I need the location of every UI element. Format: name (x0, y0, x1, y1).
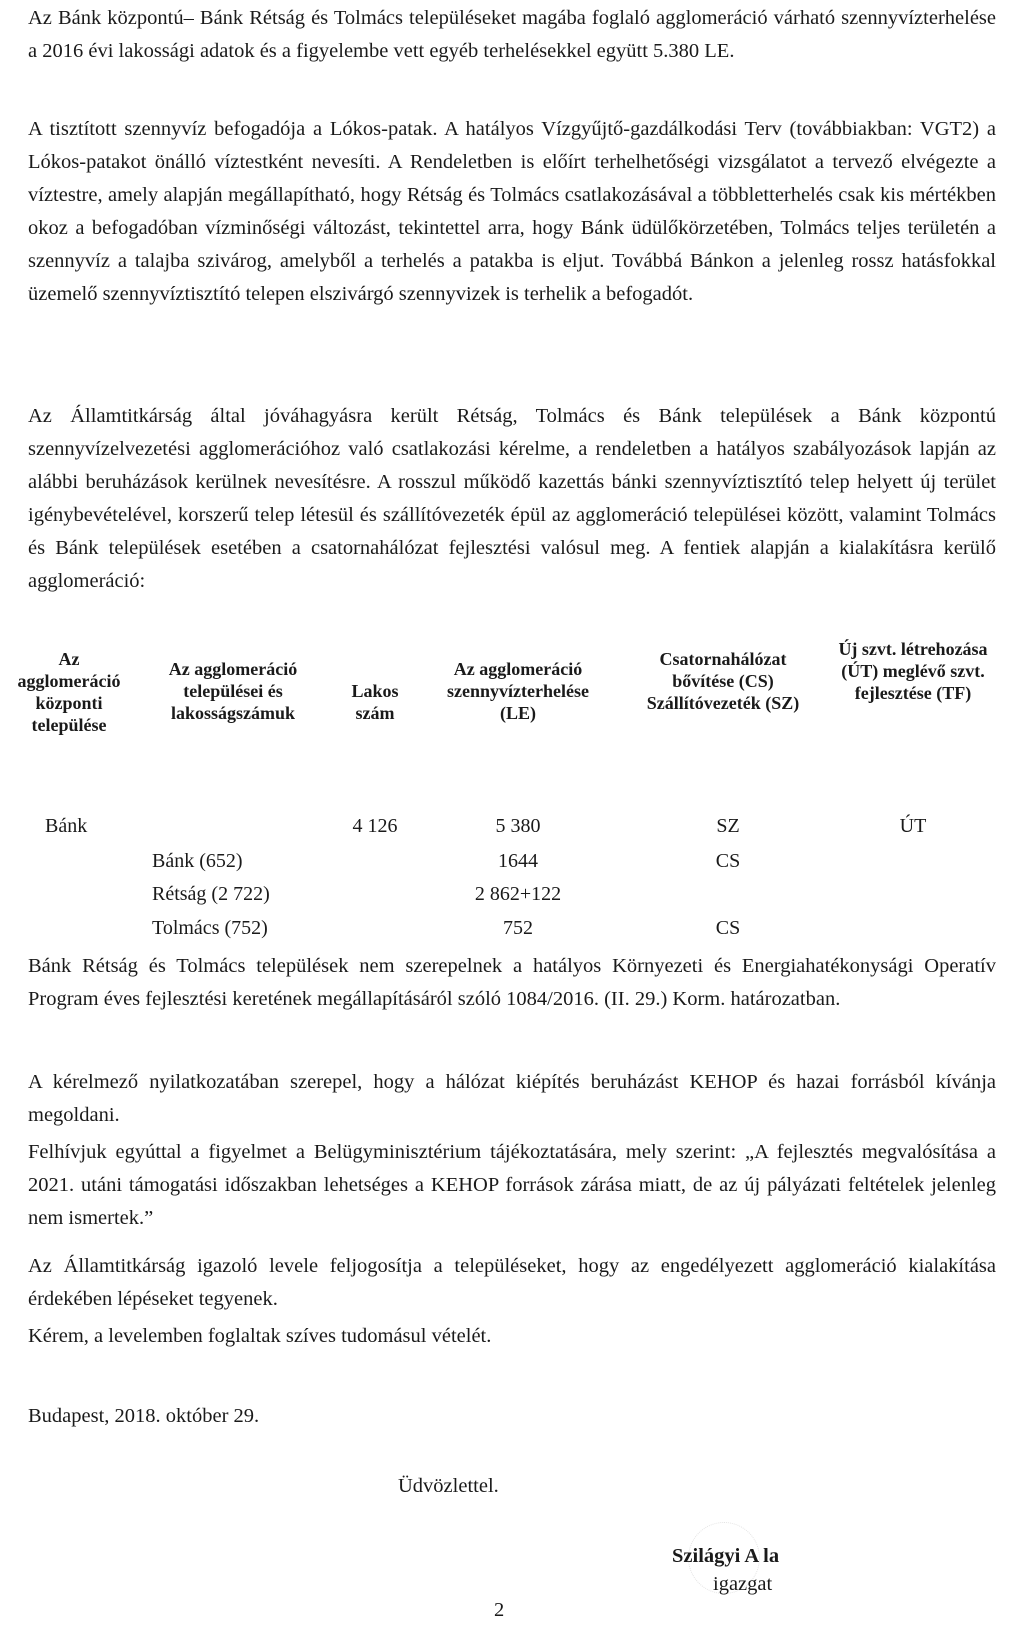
cell-center: Bánk (45, 815, 88, 837)
header-plant: Új szvt. létrehozása (ÚT) meglévő szvt. fejlesztése (TF) (838, 639, 988, 703)
cell-load: 2 862+122 (474, 883, 562, 905)
cell-settlement: Tolmács (752) (152, 917, 268, 939)
letter-greeting: Üdvözlettel. (398, 1475, 499, 1497)
header-settlements: Az agglomeráció települései és lakosságszámuk (168, 659, 298, 723)
paragraph-receiving-water: A tisztított szennyvíz befogadója a Lókos-patak. A hatályos Vízgyűjtő-gazdálkodási Terv (továbbiakban: VGT2) a Lókos-patakot önálló víztestként nevesíti. A Rendeletben is előírt terhelhetőségi vizsgálatot a tervező elvégezte a víztestre, amely alapján megállapítható, hogy Rétság és Tolmács csatlakozásával a többletterhelés csak kis mértékben okoz a befogadóban vízminőségi változást, tekintettel arra, hogy Bánk üdülőkörzetében, Tolmács teljes területén a szennyvíz a talajba szivárog, amelyből a terhelés a patakba is eljut. Továbbá Bánkon a jelenleg rossz hatásfokkal üzemelő szennyvíztisztító telepen elszivárgó szennyvizek is terhelik a befogadót. (28, 118, 996, 305)
paragraph-agglomeration-load: Az Bánk központú– Bánk Rétság és Tolmács településeket magába foglaló agglomeráció várható szennyvízterhelése a 2016 évi lakossági adatok és a figyelembe vett egyéb terhelésekkel együtt 5.380 LE. (28, 7, 996, 62)
paragraph-approval: Az Államtitkárság által jóváhagyásra került Rétság, Tolmács és Bánk települések a Bánk központú szennyvízelvezetési agglomerációhoz való csatlakozási kérelme, a rendeletben a hatályos szabályozások lapján az alábbi beruházások kerülnek nevesítésre. A rosszul működő kazettás bánki szennyvíztisztító telep helyett új terület igénybevételével, korszerű telep létesül és szállítóvezeték épül az agglomeráció települései között, valamint Tolmács és Bánk települések esetében a csatornahálózat fejlesztési valósul meg. A fentiek alapján a kialakításra kerülő agglomeráció: (28, 405, 996, 592)
paragraph-ministry-notice: Felhívjuk egyúttal a figyelmet a Belügyminisztérium tájékoztatására, mely szerint: „A fejlesztés megvalósítása a 2021. utáni támogatási időszakban lehetséges a KEHOP források zárása miatt, de az új pályázati feltételek jelenleg nem ismertek.” (28, 1141, 996, 1229)
cell-settlement: Bánk (652) (152, 850, 243, 872)
cell-load: 5 380 (495, 815, 541, 837)
table-row (28, 912, 996, 942)
cell-load: 1644 (498, 850, 538, 872)
cell-network: SZ (716, 815, 740, 837)
cell-population: 4 126 (352, 815, 398, 837)
cell-plant: ÚT (899, 815, 927, 837)
paragraph-kehop-program: Bánk Rétság és Tolmács települések nem szerepelnek a hatályos Környezeti és Energiahatékonysági Operatív Program éves fejlesztési keretének megállapításáról szóló 1084/2016. (II. 29.) Korm. határozatban. (28, 955, 996, 1010)
table-row (28, 878, 996, 908)
paragraph-applicant-statement: A kérelmező nyilatkozatában szerepel, hogy a hálózat kiépítés beruházást KEHOP és hazai forrásból kívánja megoldani. (28, 1071, 996, 1126)
signer-name: Szilágyi A la (672, 1545, 780, 1567)
paragraph-authorization: Az Államtitkárság igazoló levele feljogosítja a településeket, hogy az engedélyezett agglomeráció kialakítása érdekében lépéseket tegyenek. (28, 1255, 996, 1310)
signer-title: igazgat (713, 1573, 773, 1595)
cell-settlement: Rétság (2 722) (152, 883, 270, 905)
cell-network: CS (715, 917, 741, 939)
cell-load: 752 (503, 917, 533, 939)
letter-date: Budapest, 2018. október 29. (28, 1405, 260, 1427)
header-network: Csatornahálózat bővítése (CS) Szállítóvezeték (SZ) (646, 649, 800, 713)
cell-network: CS (715, 850, 741, 872)
header-population: Lakos szám (351, 681, 399, 723)
table-header (17, 639, 996, 818)
header-central-settlement: Az agglomeráció központi települése (17, 649, 121, 735)
page-number: 2 (494, 1599, 505, 1621)
table-row (28, 845, 996, 875)
header-load: Az agglomeráció szennyvízterhelése (LE) (447, 659, 589, 723)
paragraph-request: Kérem, a levelemben foglaltak szíves tudomásul vételét. (28, 1325, 492, 1347)
table-row (28, 810, 996, 840)
